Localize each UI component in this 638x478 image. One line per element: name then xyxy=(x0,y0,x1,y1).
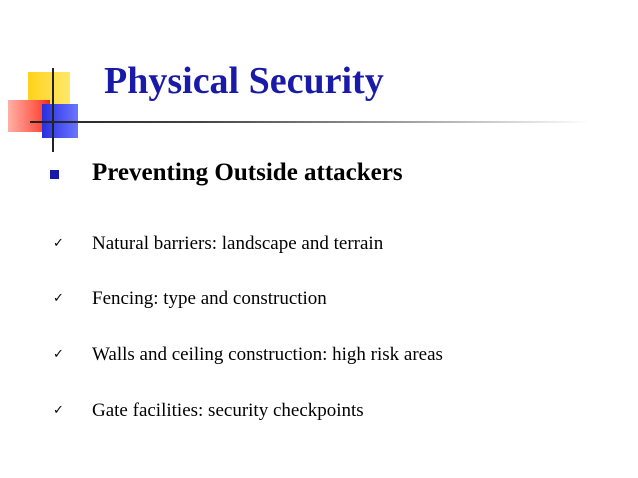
list-item xyxy=(0,232,638,256)
main-bullet-point: Preventing Outside attackers xyxy=(92,159,403,186)
title-underline xyxy=(30,121,590,123)
check-mark-icon: ✓ xyxy=(53,236,64,251)
list-item-text: Walls and ceiling construction: high risk areas xyxy=(92,344,443,365)
list-item xyxy=(0,343,638,367)
list-item-text: Natural barriers: landscape and terrain xyxy=(92,233,384,254)
check-mark-icon: ✓ xyxy=(53,291,64,306)
list-item xyxy=(0,287,638,311)
check-mark-icon: ✓ xyxy=(53,347,64,362)
list-item xyxy=(0,399,638,423)
slide-title: Physical Security xyxy=(104,60,384,102)
decorative-vertical-line xyxy=(52,68,54,152)
check-mark-icon: ✓ xyxy=(53,403,64,418)
list-item-text: Fencing: type and construction xyxy=(92,288,327,309)
list-item-text: Gate facilities: security checkpoints xyxy=(92,400,364,421)
square-bullet-icon xyxy=(50,170,59,179)
